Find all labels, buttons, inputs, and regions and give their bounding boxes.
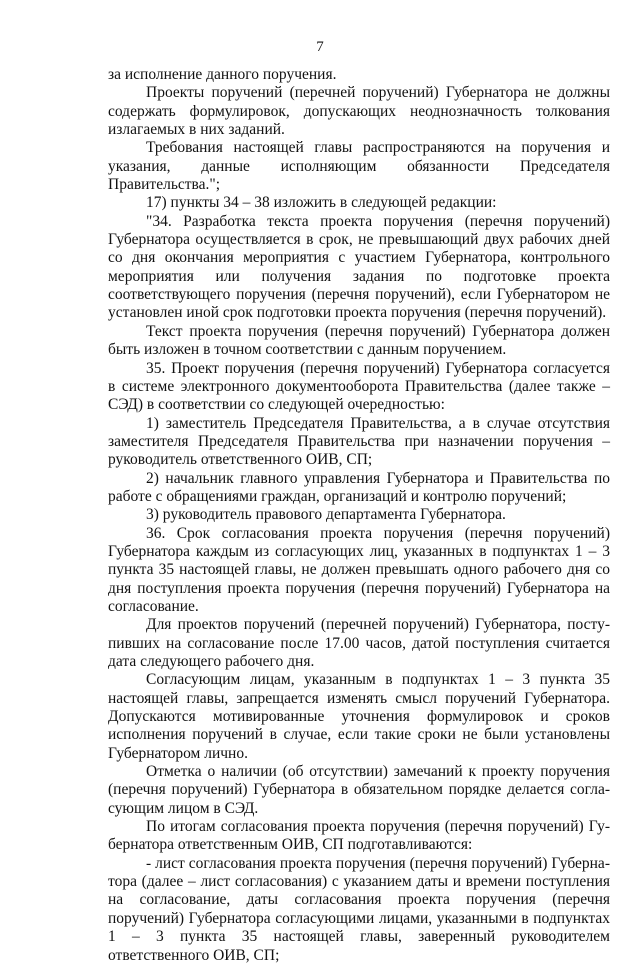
paragraph-approver-1: 1) заместитель Председателя Правительства, а в случае отсутствия заместителя Председателя Правительства при назначении поручения – руководитель ответственного ОИВ, СП; <box>108 414 610 469</box>
paragraph-item-17: 17) пункты 34 – 38 изложить в следующей редакции: <box>146 194 497 212</box>
paragraph-no-meaning-change: Согласующим лицам, указанным в подпунктах 1 – 3 пункта 35 настоящей главы, запрещается изменять смысл поручений Губернатора. Допускаются мотивированные уточнения формулировок и сроков исполнения поручений в случае, если такие сроки не были установлены Губернатором лично. <box>108 671 610 762</box>
paragraph-approver-3: 3) руководитель правового департамента Губернатора. <box>146 506 506 524</box>
paragraph-draft-wording: Проекты поручений (перечней поручений) Губернатора не должны содержать формулировок, допускающих неоднозначность толкования излагаемых в них заданий. <box>108 84 610 139</box>
paragraph-point-34: "34. Разработка текста проекта поручения (перечня поручений) Губернатора осуществляется в срок, не превышающий двух рабочих дней со дня окончания мероприятия с участием Губернатора, контрольного мероприятия или получения задания по подготовке проекта соответствующего поручения (перечня поручений), если Губернатором не установлен иной срок подготовки проекта поручения (перечня поручений). <box>108 212 610 322</box>
paragraph-results: По итогам согласования проекта поручения (перечня поручений) Губернатора ответственным ОИВ, СП подготавливаются: <box>108 818 610 854</box>
page-number: 7 <box>316 39 324 55</box>
paragraph-point-35: 35. Проект поручения (перечня поручений) Губернатора согласуется в системе электронного документооборота Правительства (далее также – СЭД) в соответствии со следующей очередностью: <box>108 359 610 414</box>
paragraph-after-hours: Для проектов поручений (перечней поручений) Губернатора, поступивших на согласование после 17.00 часов, датой поступления считается дата следующего рабочего дня. <box>108 616 610 670</box>
paragraph-text-exactness: Текст проекта поручения (перечня поручений) Губернатора должен быть изложен в точном соответствии с данным поручением. <box>108 322 610 359</box>
paragraph-remarks-mark: Отметка о наличии (об отсутствии) замечаний к проекту поручения (перечня поручений) Губернатора в обязательном порядке делается согласующим лицом в СЭД. <box>108 763 610 817</box>
paragraph-continuation: за исполнение данного поручения. <box>108 66 337 83</box>
paragraph-approval-sheet: - лист согласования проекта поручения (перечня поручений) Губернатора (далее – лист согласования) с указанием даты и времени поступления на согласование, даты согласования проекта поручения (перечня поручений) Губернатора согласующими лицами, указанными в подпунктах 1 – 3 пункта 35 настоящей главы, заверенный руководителем ответственного ОИВ, СП; <box>108 854 610 964</box>
paragraph-chapter-scope: Требования настоящей главы распространяются на поручения и указания, данные исполняющим обязанности Председателя Правительства."; <box>108 139 610 194</box>
paragraph-approver-2: 2) начальник главного управления Губернатора и Правительства по работе с обращениями граждан, организаций и контролю поручений; <box>108 469 610 505</box>
document-body <box>108 66 610 965</box>
paragraph-point-36: 36. Срок согласования проекта поручения (перечня поручений) Губернатора каждым из согласующих лиц, указанных в подпунктах 1 – 3 пункта 35 настоящей главы, не должен превышать одного рабочего дня со дня поступления проекта поручения (перечня поручений) Губернатора на согласование. <box>108 524 610 615</box>
